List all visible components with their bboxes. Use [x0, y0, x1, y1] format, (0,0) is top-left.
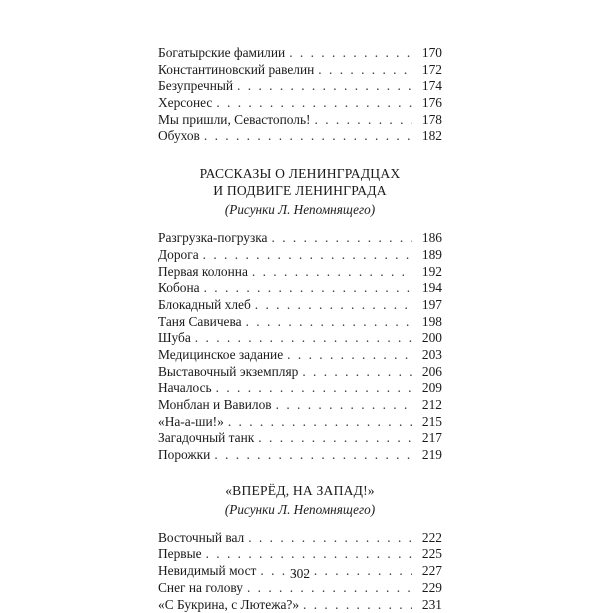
toc-entry-title: Выставочный экземпляр: [158, 364, 298, 381]
toc-entry: [158, 95, 442, 112]
toc-entry: [158, 280, 442, 297]
toc-dot-leader: [237, 78, 412, 95]
toc-dot-leader: [216, 95, 412, 112]
toc-entry-title: Херсонес: [158, 95, 212, 112]
toc-section-2-list: [158, 230, 442, 464]
toc-entry: [158, 347, 442, 364]
toc-entry-title: Кобона: [158, 280, 200, 297]
toc-dot-leader: [287, 347, 412, 364]
toc-dot-leader: [289, 45, 412, 62]
toc-dot-leader: [195, 330, 412, 347]
toc-entry-page-number: 198: [416, 314, 442, 331]
toc-entry: [158, 364, 442, 381]
toc-section-2: [158, 165, 442, 464]
toc-entry: [158, 314, 442, 331]
toc-dot-leader: [255, 297, 412, 314]
toc-entry-page-number: 209: [416, 380, 442, 397]
toc-entry-title: Разгрузка-погрузка: [158, 230, 268, 247]
toc-entry-title: «На-а-ши!»: [158, 414, 224, 431]
toc-entry-title: Порожки: [158, 447, 210, 464]
toc-entry: [158, 230, 442, 247]
section-3-heading: [158, 482, 442, 499]
toc-dot-leader: [248, 530, 412, 547]
toc-entry-page-number: 212: [416, 397, 442, 414]
toc-entry-page-number: 178: [416, 112, 442, 129]
toc-entry: [158, 128, 442, 145]
section-2-heading: [158, 165, 442, 199]
toc-entry-page-number: 225: [416, 546, 442, 563]
toc-dot-leader: [206, 546, 412, 563]
toc-dot-leader: [246, 314, 412, 331]
toc-entry: [158, 78, 442, 95]
toc-entry: [158, 397, 442, 414]
toc-entry-page-number: 194: [416, 280, 442, 297]
toc-entry-page-number: 217: [416, 430, 442, 447]
toc-entry: [158, 247, 442, 264]
section-3-credit: (Рисунки Л. Непомнящего): [158, 501, 442, 518]
toc-entry-title: Безупречный: [158, 78, 233, 95]
toc-entry: [158, 430, 442, 447]
toc-section-3: [158, 482, 442, 613]
toc-entry-title: Первые: [158, 546, 202, 563]
toc-entry-page-number: 203: [416, 347, 442, 364]
toc-entry: [158, 297, 442, 314]
toc-entry-page-number: 172: [416, 62, 442, 79]
toc-entry: [158, 112, 442, 129]
toc-entry: [158, 530, 442, 547]
toc-entry-title: Монблан и Вавилов: [158, 397, 272, 414]
page-number: 302: [0, 566, 600, 582]
toc-entry-page-number: 176: [416, 95, 442, 112]
toc-entry-title: Мы пришли, Севастополь!: [158, 112, 311, 129]
toc-dot-leader: [302, 364, 412, 381]
toc-entry: [158, 380, 442, 397]
toc-dot-leader: [252, 264, 412, 281]
toc-entry-title: Невидимый мост: [158, 563, 256, 580]
toc-entry-page-number: 229: [416, 580, 442, 597]
toc-entry-title: Восточный вал: [158, 530, 244, 547]
toc-entry-title: Загадочный танк: [158, 430, 254, 447]
toc-dot-leader: [272, 230, 413, 247]
toc-entry-title: Началось: [158, 380, 212, 397]
table-of-contents: [158, 45, 442, 613]
toc-dot-leader: [247, 580, 412, 597]
toc-entry-title: Богатырские фамилии: [158, 45, 285, 62]
toc-entry-title: Первая колонна: [158, 264, 248, 281]
toc-entry-page-number: 170: [416, 45, 442, 62]
toc-entry-page-number: 189: [416, 247, 442, 264]
toc-entry-title: Блокадный хлеб: [158, 297, 251, 314]
toc-entry-page-number: 231: [416, 597, 442, 613]
toc-dot-leader: [228, 414, 412, 431]
toc-dot-leader: [216, 380, 412, 397]
toc-entry-page-number: 192: [416, 264, 442, 281]
toc-entry-page-number: 186: [416, 230, 442, 247]
toc-entry: [158, 45, 442, 62]
section-2-heading-line-1: РАССКАЗЫ О ЛЕНИНГРАДЦАХ: [200, 166, 401, 181]
toc-entry: [158, 330, 442, 347]
toc-entry-title: Снег на голову: [158, 580, 243, 597]
toc-section-1-list: [158, 45, 442, 145]
toc-entry: [158, 264, 442, 281]
toc-entry-title: Шуба: [158, 330, 191, 347]
toc-dot-leader: [315, 112, 412, 129]
toc-entry-page-number: 182: [416, 128, 442, 145]
section-2-credit: (Рисунки Л. Непомнящего): [158, 201, 442, 218]
toc-entry: [158, 580, 442, 597]
toc-entry: [158, 414, 442, 431]
toc-dot-leader: [214, 447, 412, 464]
toc-entry-title: Обухов: [158, 128, 200, 145]
toc-entry-page-number: 200: [416, 330, 442, 347]
toc-entry-page-number: 174: [416, 78, 442, 95]
section-2-heading-line-2: И ПОДВИГЕ ЛЕНИНГРАДА: [213, 183, 386, 198]
toc-entry-page-number: 222: [416, 530, 442, 547]
toc-entry-page-number: 197: [416, 297, 442, 314]
toc-entry-page-number: 219: [416, 447, 442, 464]
toc-dot-leader: [258, 430, 412, 447]
toc-dot-leader: [203, 247, 412, 264]
toc-entry-title: Константиновский равелин: [158, 62, 314, 79]
toc-entry-page-number: 206: [416, 364, 442, 381]
toc-entry-title: Таня Савичева: [158, 314, 242, 331]
toc-entry-page-number: 227: [416, 563, 442, 580]
toc-dot-leader: [276, 397, 412, 414]
toc-entry-title: Медицинское задание: [158, 347, 283, 364]
toc-entry-page-number: 215: [416, 414, 442, 431]
toc-entry-title: «С Букрина, с Лютежа?»: [158, 597, 299, 613]
section-3-heading-line-1: «ВПЕРЁД, НА ЗАПАД!»: [225, 483, 375, 498]
toc-dot-leader: [204, 280, 412, 297]
toc-dot-leader: [303, 597, 412, 613]
toc-dot-leader: [204, 128, 412, 145]
toc-entry: [158, 62, 442, 79]
toc-dot-leader: [318, 62, 412, 79]
toc-entry: [158, 597, 442, 613]
toc-entry-title: Дорога: [158, 247, 199, 264]
toc-entry: [158, 447, 442, 464]
toc-entry: [158, 546, 442, 563]
